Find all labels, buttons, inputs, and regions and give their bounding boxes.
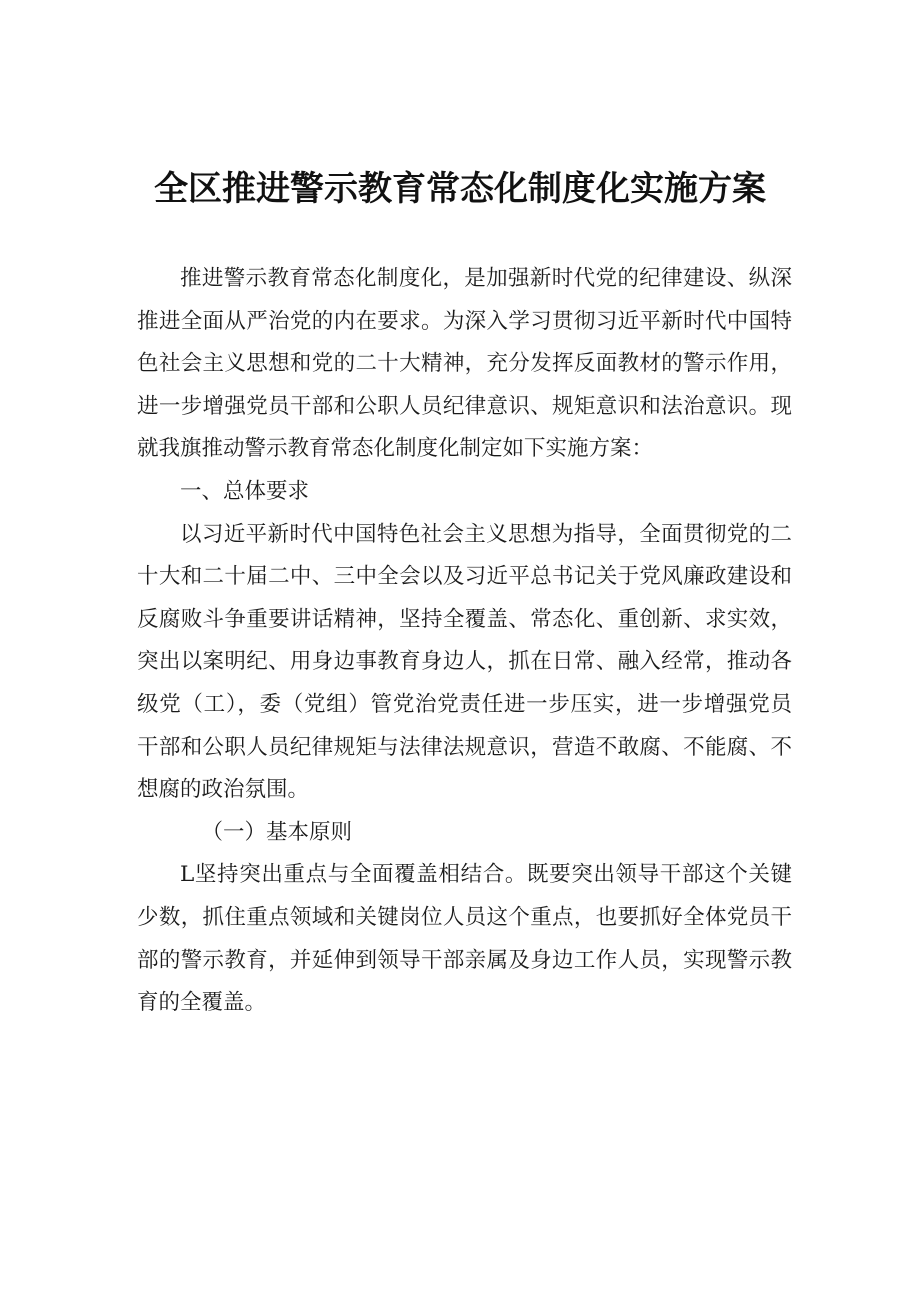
document-body [137, 258, 792, 1025]
intro-paragraph: 推进警示教育常态化制度化，是加强新时代党的纪律建设、纵深推进全面从严治党的内在要求。为深入学习贯彻习近平新时代中国特色社会主义思想和党的二十大精神，充分发挥反面教材的警示作用，进一步增强党员干部和公职人员纪律意识、规矩意识和法治意识。现就我旗推动警示教育常态化制度化制定如下实施方案： [137, 266, 792, 462]
subsection-heading-basic-principles: （一）基本原则 [201, 819, 353, 845]
document-title: 全区推进警示教育常态化制度化实施方案 [154, 169, 766, 209]
section-heading-general-requirements: 一、总体要求 [180, 478, 310, 504]
general-requirements-paragraph: 以习近平新时代中国特色社会主义思想为指导，全面贯彻党的二十大和二十届二中、三中全会以及习近平总书记关于党风廉政建设和反腐败斗争重要讲话精神，坚持全覆盖、常态化、重创新、求实效，突出以案明纪、用身边事教育身边人，抓在日常、融入经常，推动各级党（工），委（党组）管党治党责任进一步压实，进一步增强党员干部和公职人员纪律规矩与法律法规意识，营造不敢腐、不能腐、不想腐的政治氛围。 [137, 521, 792, 803]
principle-paragraph-1: L坚持突出重点与全面覆盖相结合。既要突出领导干部这个关键少数，抓住重点领域和关键岗位人员这个重点，也要抓好全体党员干部的警示教育，并延伸到领导干部亲属及身边工作人员，实现警示教育的全覆盖。 [137, 862, 792, 1016]
